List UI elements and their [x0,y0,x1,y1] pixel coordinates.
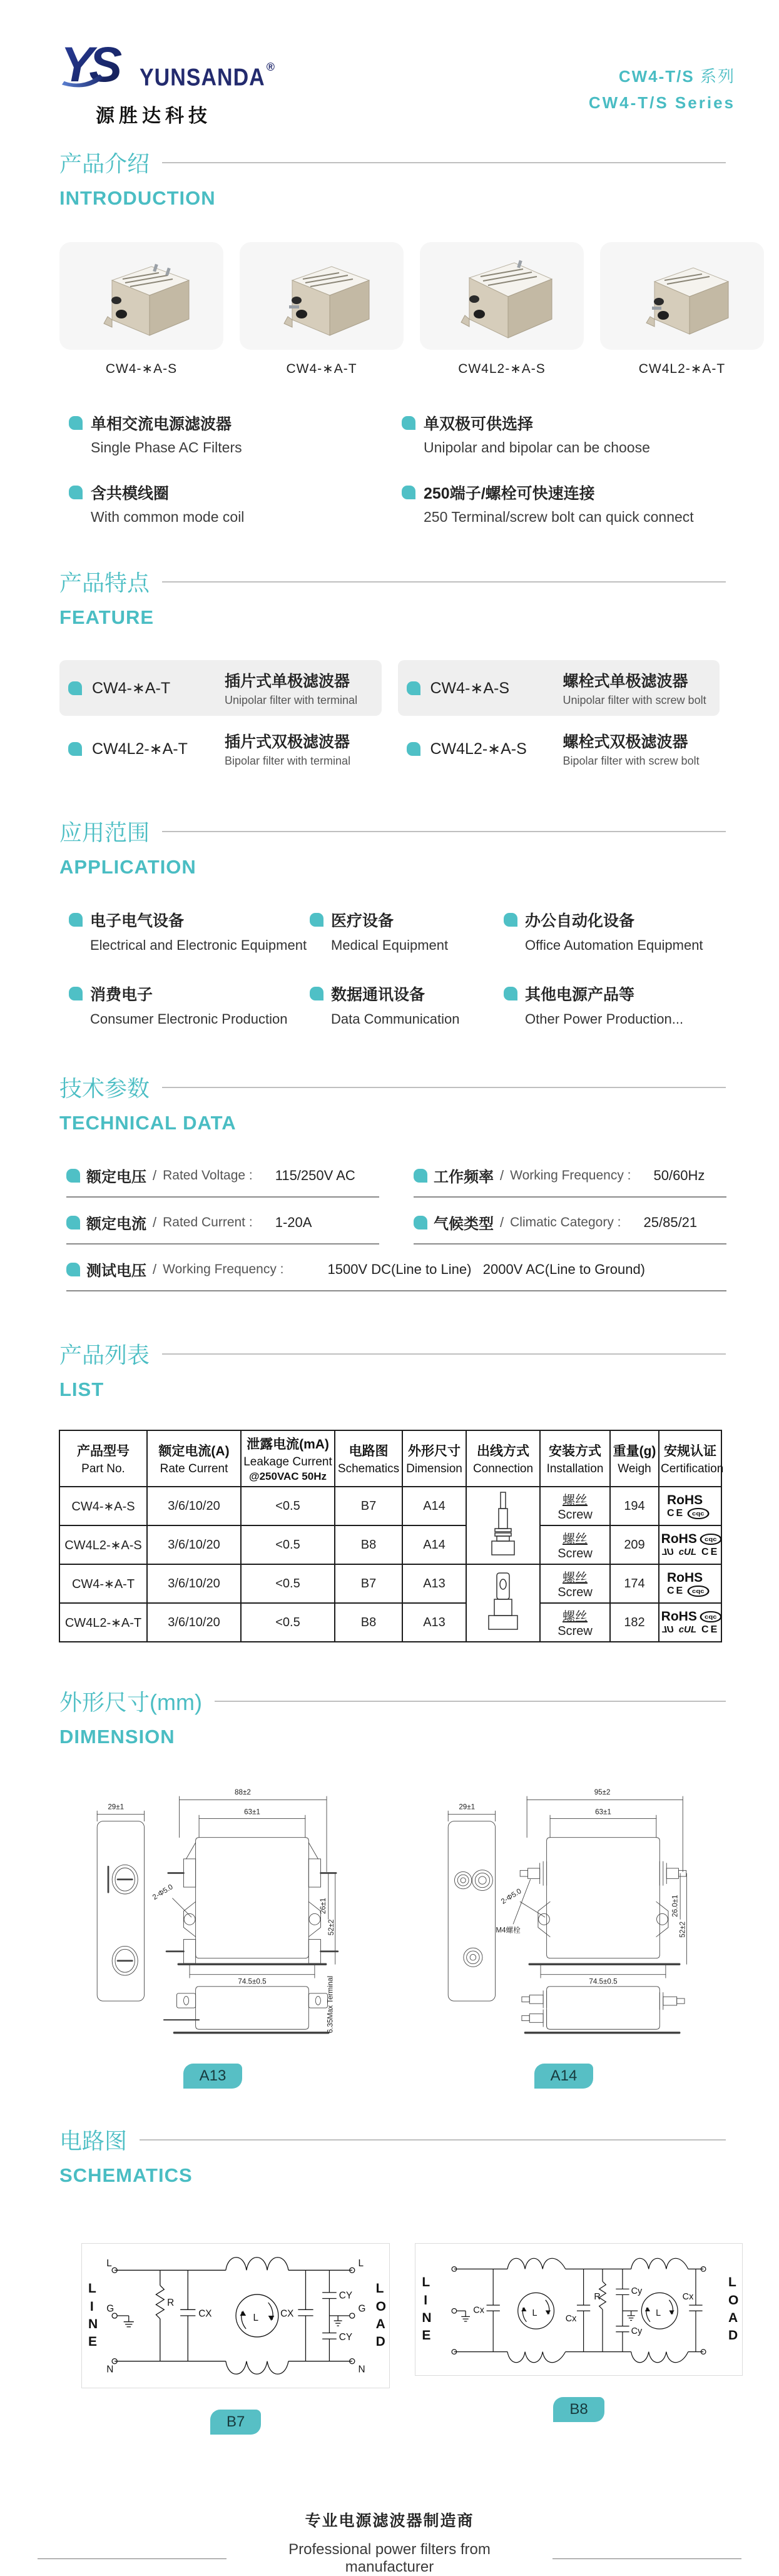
bullet-leaf-icon [69,416,83,430]
dim-label: 63±1 [244,1808,260,1816]
dim-label: 2-Φ5.0 [151,1883,175,1902]
bullet-text-cn: 250端子/螺栓可快速连接 [424,485,595,502]
cul-mark-icon: cUL [678,1547,697,1558]
application-text-cn: 消费电子 [90,986,153,1004]
cell-dimension-ref: A14 [402,1525,466,1564]
col-weigh: 重量(g) Weigh [610,1430,659,1487]
component-label: Cx [565,2314,577,2324]
tech-label-en: Climatic Category : [510,1214,621,1229]
dim-label: 52±2 [678,1921,687,1938]
product-card [59,242,223,377]
cell-part-no: CW4L2-∗A-T [59,1603,147,1642]
brand-name-cn: 源胜达科技 [96,106,211,126]
technical-item [414,1164,726,1198]
dim-label: 88±2 [235,1788,251,1797]
cell-connection-terminal [466,1564,540,1642]
application-item [310,982,504,1027]
terminal-label: L [106,2258,112,2269]
cell-dimension-ref: A14 [402,1487,466,1525]
section-title-en: FEATURE [59,606,155,628]
terminal-label: G [358,2303,366,2314]
table-row [59,1487,721,1525]
product-gallery [59,242,726,377]
cqc-mark-icon: cqc [700,1534,721,1545]
component-label: CX [280,2308,294,2319]
cell-part-no: CW4L2-∗A-S [59,1525,147,1564]
filter-device-illustration [84,249,200,343]
application-grid [69,909,741,1027]
dim-label: 52±2 [327,1919,335,1936]
ys-logo-icon [59,36,135,94]
schematic-b7 [81,2243,390,2435]
tech-label-cn: 额定电流 [86,1216,146,1233]
cell-installation: 螺丝 Screw [540,1564,610,1603]
product-caption: CW4-∗A-S [105,362,178,376]
bullet-leaf-icon [504,987,517,1000]
section-title-en: APPLICATION [59,856,196,878]
cell-connection-screw [466,1487,540,1564]
footer-text-cn: 专业电源滤波器制造商 [305,2512,474,2530]
feature-text-en: Unipolar filter with terminal [225,694,358,706]
bullet-text-en: With common mode coil [91,509,245,525]
brand-name: YUNSANDA [140,64,265,91]
col-schematics: 电路图 Schematics [335,1430,402,1487]
dim-label: 29±1 [108,1803,125,1811]
product-photo [600,242,764,350]
bullet-leaf-icon [402,486,415,499]
application-text-en: Medical Equipment [331,937,449,953]
cell-certification [659,1564,721,1603]
col-rate-current: 额定电流(A) Rate Current [147,1430,241,1487]
bullet-leaf-icon [66,1169,80,1183]
cell-part-no: CW4-∗A-T [59,1564,147,1603]
technical-drawing-a13 [38,1773,388,2047]
figure-badge-b8: B8 [553,2397,604,2422]
heading-rule [162,831,726,832]
section-title-en: SCHEMATICS [59,2164,193,2186]
schematic-box [415,2243,742,2376]
bullet-leaf-icon [69,987,83,1000]
tech-separator: / [153,1214,157,1230]
ul-mark-icon: UL [661,1624,674,1636]
screw-bolt-icon [490,1490,516,1558]
bullet-leaf-icon [402,416,415,430]
tech-value: 1-20A [275,1214,312,1230]
list-item [69,412,402,456]
heading-rule [162,1087,726,1088]
feature-item [398,660,720,716]
application-text-cn: 医疗设备 [331,912,394,930]
header [38,0,741,128]
table-row [59,1525,721,1564]
bullet-leaf-icon [414,1216,427,1229]
component-label: L [253,2313,258,2324]
ce-mark-icon: CE [701,1546,720,1557]
cell-leakage: <0.5 [241,1603,335,1642]
feature-text-cn: 螺栓式单极滤波器 [563,673,688,690]
rohs-mark: RoHS [667,1570,703,1585]
application-text-en: Other Power Production... [525,1011,684,1027]
bullet-leaf-icon [66,1216,80,1229]
component-label: CY [339,2290,352,2301]
cell-leakage: <0.5 [241,1525,335,1564]
footer-rule-left [38,2558,227,2559]
section-feature [59,566,726,629]
section-list [59,1338,726,1401]
section-schematics [59,2124,726,2187]
col-connection: 出线方式 Connection [466,1430,540,1487]
feature-text-cn: 插片式双极滤波器 [225,733,350,751]
cell-certification [659,1603,721,1642]
terminal-label: N [358,2364,365,2375]
series-title [589,64,735,113]
cell-weight: 182 [610,1603,659,1642]
cell-installation: 螺丝 Screw [540,1525,610,1564]
bullet-leaf-icon [68,681,82,695]
ul-mark-icon: UL [661,1547,674,1558]
terminal-label: G [106,2303,114,2314]
product-card [420,242,584,377]
component-label: L [656,2308,661,2318]
table-header-row [59,1430,721,1487]
cell-schematic-ref: B7 [335,1487,402,1525]
bullet-leaf-icon [407,742,420,756]
rohs-mark: RoHS [661,1531,697,1546]
section-title-cn: 技术参数 [59,1076,150,1101]
dim-label: 74.5±0.5 [589,1977,618,1986]
cell-rate-current: 3/6/10/20 [147,1487,241,1525]
tech-value: 25/85/21 [643,1214,698,1230]
filter-device-illustration [624,249,740,343]
dim-label: M4螺栓 [496,1926,521,1935]
ce-mark-icon: CE [667,1585,685,1596]
series-model-cn: CW4-T/S [618,67,695,86]
product-photo [59,242,223,350]
bullet-leaf-icon [69,913,83,927]
ys-logo-text: YS [61,36,118,92]
list-item [69,481,402,526]
cell-schematic-ref: B8 [335,1525,402,1564]
cell-rate-current: 3/6/10/20 [147,1603,241,1642]
bullet-text-en: Unipolar and bipolar can be choose [424,439,650,456]
bullet-leaf-icon [310,987,323,1000]
ce-mark-icon: CE [701,1624,720,1635]
feature-item [398,721,720,776]
section-title-cn: 产品特点 [59,570,150,596]
section-title-cn: 电路图 [59,2128,128,2154]
application-item [69,909,310,954]
cell-part-no: CW4-∗A-S [59,1487,147,1525]
schematic-b8 [415,2243,742,2422]
product-list-table [59,1430,722,1642]
bullet-leaf-icon [407,681,420,695]
bullet-leaf-icon [66,1263,80,1276]
cell-weight: 209 [610,1525,659,1564]
col-part-no: 产品型号 Part No. [59,1430,147,1487]
tech-value: 115/250V AC [275,1167,355,1183]
bullet-text-en: 250 Terminal/screw bolt can quick connect [424,509,694,525]
tech-label-en: Working Frequency : [510,1168,631,1183]
bullet-leaf-icon [68,742,82,756]
section-title-en: DIMENSION [59,1726,175,1748]
tech-separator: / [153,1261,157,1277]
intro-bullet-list [69,412,741,526]
section-technical-data [59,1071,726,1134]
heading-rule [140,2139,726,2141]
tech-label-cn: 气候类型 [434,1216,494,1233]
feature-model: CW4-∗A-T [92,679,171,697]
section-title-en: INTRODUCTION [59,187,216,209]
cell-installation: 螺丝 Screw [540,1487,610,1525]
product-card [240,242,404,377]
rohs-mark: RoHS [667,1492,703,1507]
technical-item [66,1164,379,1198]
dim-label: 26±1 [318,1898,327,1915]
cell-installation: 螺丝 Screw [540,1603,610,1642]
product-caption: CW4-∗A-T [286,362,357,376]
component-label: CY [339,2331,352,2343]
list-item [402,481,741,526]
feature-item [59,721,382,776]
brand-logo [59,36,275,128]
application-item [310,909,504,954]
load-label: LOAD [375,2281,387,2349]
terminal-label: N [106,2364,113,2375]
cell-certification [659,1525,721,1564]
application-item [69,982,310,1027]
product-caption: CW4L2-∗A-S [458,362,546,376]
dim-label: 26.0±1 [671,1895,680,1917]
feature-model: CW4-∗A-S [430,679,510,697]
application-item [504,909,741,954]
application-text-en: Consumer Electronic Production [90,1011,288,1027]
component-label: CX [198,2308,212,2319]
product-photo [240,242,404,350]
cell-dimension-ref: A13 [402,1603,466,1642]
cell-rate-current: 3/6/10/20 [147,1525,241,1564]
component-label: Cx [473,2305,484,2316]
tech-value: 1500V DC(Line to Line) 2000V AC(Line to Ground) [327,1261,646,1277]
tech-label-en: Working Frequency : [163,1261,284,1276]
circuit-diagram-b7 [98,2250,374,2381]
filter-device-illustration [444,249,560,343]
bullet-text-en: Single Phase AC Filters [91,439,242,456]
table-row [59,1603,721,1642]
feature-model: CW4L2-∗A-S [430,740,527,758]
tech-separator: / [500,1167,504,1183]
tech-label-cn: 额定电压 [86,1169,146,1186]
feature-text-cn: 插片式单极滤波器 [225,673,350,690]
col-installation: 安装方式 Installation [540,1430,610,1487]
bullet-leaf-icon [69,486,83,499]
heading-rule [162,162,726,163]
cell-schematic-ref: B8 [335,1603,402,1642]
application-item [504,982,741,1027]
rohs-mark: RoHS [661,1609,697,1624]
tech-label-cn: 测试电压 [86,1263,146,1280]
cell-leakage: <0.5 [241,1487,335,1525]
component-label: Cy [631,2286,643,2296]
heading-rule [162,581,726,583]
section-title-cn: 产品介绍 [59,151,150,176]
feature-text-en: Unipolar filter with screw bolt [563,694,706,706]
application-text-en: Office Automation Equipment [525,937,703,953]
feature-item [59,660,382,716]
bullet-leaf-icon [414,1169,427,1183]
technical-drawing-a14 [392,1773,735,2047]
circuit-diagram-b8 [432,2250,726,2369]
application-text-cn: 电子电气设备 [90,912,185,930]
bullet-leaf-icon [504,913,517,927]
component-label: L [532,2308,537,2318]
line-label: LINE [88,2281,98,2349]
bullet-leaf-icon [310,913,323,927]
cell-weight: 174 [610,1564,659,1603]
terminal-label: L [358,2258,364,2269]
technical-item [414,1211,726,1245]
application-text-cn: 办公自动化设备 [525,912,635,930]
application-text-cn: 数据通讯设备 [331,986,425,1004]
dimension-drawings [38,1773,735,2089]
tech-label-en: Rated Voltage : [163,1168,253,1183]
component-label: R [594,2292,601,2303]
dim-label: 63±1 [595,1808,611,1816]
figure-badge-a14: A14 [534,2064,594,2089]
series-suffix-cn: 系列 [700,67,735,86]
dim-label: 95±2 [594,1788,611,1797]
product-photo [420,242,584,350]
section-title-en: TECHNICAL DATA [59,1112,237,1134]
dimension-figure-a13 [38,1773,388,2089]
registered-mark: ® [266,61,275,73]
cqc-mark-icon: cqc [700,1611,721,1622]
bullet-text-cn: 含共模线圈 [91,485,170,502]
heading-rule [162,1353,726,1355]
cell-rate-current: 3/6/10/20 [147,1564,241,1603]
dim-label: 6.35Max Terminal [326,1975,335,2034]
list-item [402,412,741,456]
tech-label-en: Rated Current : [163,1214,253,1229]
section-application [59,815,726,878]
bullet-text-cn: 单双极可供选择 [424,415,534,433]
technical-grid [66,1164,741,1305]
section-title-cn: 外形尺寸(mm) [59,1689,202,1715]
dimension-figure-a14 [392,1773,735,2089]
component-label: Cy [631,2326,643,2336]
footer-text-en: Professional power filters from manufacturer [288,2541,491,2575]
section-title-cn: 应用范围 [59,820,150,845]
cell-schematic-ref: B7 [335,1564,402,1603]
load-label: LOAD [728,2275,739,2343]
page-footer [38,2508,741,2576]
schematic-figures [81,2243,741,2435]
feature-text-en: Bipolar filter with screw bolt [563,755,700,767]
col-leakage-current: 泄露电流(mA) Leakage Current @250VAC 50Hz [241,1430,335,1487]
section-introduction [59,146,726,210]
figure-badge-b7: B7 [210,2410,261,2435]
figure-badge-a13: A13 [183,2064,243,2089]
tech-separator: / [500,1214,504,1230]
col-certification: 安规认证 Certification [659,1430,721,1487]
bullet-text-cn: 单相交流电源滤波器 [91,415,232,433]
application-text-cn: 其他电源产品等 [525,986,635,1004]
technical-item [66,1258,726,1291]
series-title-en: CW4-T/S Series [588,93,735,112]
component-label: Cx [682,2292,694,2303]
col-dimension: 外形尺寸 Dimension [402,1430,466,1487]
feature-text-cn: 螺栓式双极滤波器 [563,733,688,751]
tech-separator: / [153,1167,157,1183]
product-card [600,242,764,377]
application-text-en: Data Communication [331,1011,460,1027]
product-caption: CW4L2-∗A-T [638,362,726,376]
footer-rule-right [552,2558,741,2559]
section-title-en: LIST [59,1378,104,1400]
terminal-tab-icon [487,1571,519,1633]
line-label: LINE [422,2275,432,2343]
cell-weight: 194 [610,1487,659,1525]
feature-model: CW4L2-∗A-T [92,740,188,758]
application-text-en: Electrical and Electronic Equipment [90,937,307,953]
ce-mark-icon: CE [667,1507,685,1519]
schematic-box [81,2243,390,2388]
component-label: R [166,2297,174,2308]
dim-label: 29±1 [459,1803,476,1811]
tech-value: 50/60Hz [653,1167,705,1183]
section-dimension [59,1685,726,1748]
dim-label: 74.5±0.5 [238,1977,267,1986]
feature-text-en: Bipolar filter with terminal [225,755,351,767]
cqc-mark-icon: cqc [688,1586,709,1597]
tech-label-cn: 工作频率 [434,1169,494,1186]
filter-device-illustration [264,249,380,343]
cell-certification [659,1487,721,1525]
heading-rule [215,1701,726,1702]
cqc-mark-icon: cqc [688,1508,709,1519]
table-row [59,1564,721,1603]
feature-grid [59,660,720,776]
technical-item [66,1211,379,1245]
cell-dimension-ref: A13 [402,1564,466,1603]
cell-leakage: <0.5 [241,1564,335,1603]
cul-mark-icon: cUL [678,1624,697,1636]
dim-label: 2-Φ5.0 [499,1886,523,1906]
section-title-cn: 产品列表 [59,1342,150,1368]
